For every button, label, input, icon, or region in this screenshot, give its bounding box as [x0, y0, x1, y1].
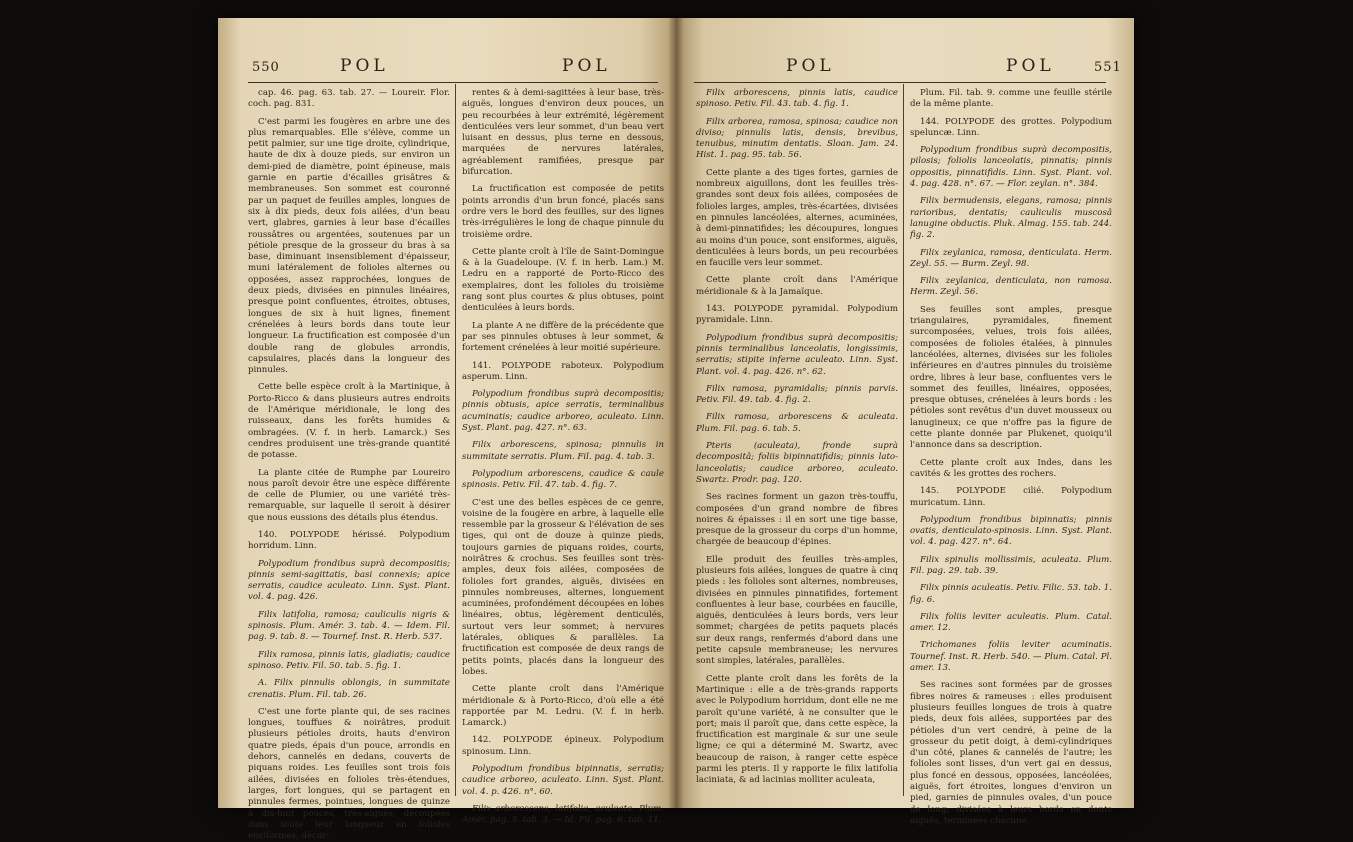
book-gutter	[668, 18, 684, 808]
synonym: Polypodium frondibus bipinnatis; pinnis ovatis, denticulato-spinosis. Linn. Syst. Plant. vol. 4. pag. 427. n°. 64.	[910, 514, 1112, 548]
paragraph: La fructification est composée de petits points arrondis d'un brun foncé, placés sans ordre vers le bord des feuilles, sur des lignes très-irrégulières le long de chaque pinnule du troisième ordre.	[462, 184, 664, 240]
entry-heading: 144. POLYPODE des grottes. Polypodium speluncæ. Linn.	[910, 116, 1112, 138]
paragraph: Cette plante croît dans l'Amérique méridionale & à Porto-Ricco, d'où elle a été rapportée par M. Ledru. (V. f. in herb. Lamarck.)	[462, 684, 664, 729]
open-book	[218, 18, 1134, 842]
synonym: Polypodium frondibus suprà decompositis; pinnis obtusis, apice serratis, terminalibus acuminatis; caudice arboreo, aculeato. Linn. Syst. Plant. pag. 427. n°. 63.	[462, 389, 664, 434]
paragraph: Ses racines forment un gazon très-touffu, composées d'un grand nombre de fibres noires & épaisses : il en sort une tige basse, presque de la grosseur du corps d'un homme, chargée de beaucoup d'épines.	[696, 492, 898, 548]
synonym: Filix ramosa, pinnis latis, gladiatis; caudice spinoso. Petiv. Fil. 50. tab. 5. fig. 1.	[248, 649, 450, 671]
entry-heading: 145. POLYPODE cilié. Polypodium muricatum. Linn.	[910, 486, 1112, 508]
column-divider-left	[455, 84, 456, 796]
paragraph: cap. 46. pag. 63. tab. 27. — Loureir. Flor. coch. pag. 831.	[248, 88, 450, 110]
synonym: Filix arborescens, pinnis latis, caudice spinoso. Petiv. Fil. 43. tab. 4. fig. 1.	[696, 88, 898, 110]
left-page-column-2	[462, 88, 664, 826]
synonym: A. Filix pinnulis oblongis, in summitate crenatis. Plum. Fil. tab. 26.	[248, 678, 450, 700]
paragraph: Cette plante croît aux Indes, dans les cavités & les grottes des rochers.	[910, 457, 1112, 479]
synonym: Filix pinnis aculeatis. Petiv. Filic. 53. tab. 1. fig. 6.	[910, 583, 1112, 605]
column-divider-right	[903, 84, 904, 796]
synonym: Filix foliis leviter aculeatis. Plum. Catal. amer. 12.	[910, 611, 1112, 634]
left-page	[218, 18, 676, 842]
synonym: Filix spinulis mollissimis, aculeata. Plum. Fil. pag. 29. tab. 39.	[910, 554, 1112, 576]
synonym: Polypodium frondibus bipinnatis, serratis; caudice arboreo, aculeato. Linn. Syst. Plant. vol. 4. p. 426. n°. 60.	[462, 764, 664, 797]
synonym: Filix arborescens, latifolia, aculeata. Plum. Amér. pag. 3. tab. 3. — Id. Fil. pag. 6. tab. 11.	[462, 803, 664, 826]
entry-heading: 142. POLYPODE épineux. Polypodium spinosum. Linn.	[462, 735, 664, 757]
paragraph: Cette plante croît dans les forêts de la Martinique : elle a de très-grands rapports avec le Polypodium horridum, dont elle ne me paroît qu'une variété, à ne consulter que le port; mais il paroît que, dans cette espèce, la fructification est marginale & sur une seule ligne; ce qui a déterminé M. Swartz, avec beaucoup de raison, à ranger cette espèce parmi les pteris. Il y rapporte le filix latifolia laciniata, & ad lacinias molliter aculeata,	[696, 673, 898, 786]
header-rule-left	[248, 82, 658, 83]
paragraph: Ses racines sont formées par de grosses fibres noires & rameuses : elles produisent plusieurs feuilles longues de trois à quatre pieds, deux fois ailées, supportées par des pétioles d'un vert cendré, à peine de la grosseur du petit doigt, à demi-cylindriques d'un côté, planes & cannelés de l'autre; les folioles sont lisses, d'un vert gai en dessus, plus foncé en dessous, opposées, lancéolées, aiguës, fort étroites, longues d'environ un pied, garnies de pinnules ovales, d'un pouce de long; divisées à leurs bords en dents aiguës, terminées chacune	[910, 680, 1112, 826]
synonym: Filix zeylanica, ramosa, denticulata. Herm. Zeyl. 55. — Burm. Zeyl. 98.	[910, 247, 1112, 269]
paragraph: Cette plante a des tiges fortes, garnies de nombreux aiguillons, dont les feuilles très-grandes sont deux fois ailées, composées de folioles larges, amples, très-écartées, divisées en pinnules lancéolées, alternes, acuminées, à demi-pinnatifides; les découpures, longues au moins d'un pouce, sont ensiformes, aiguës, denticulées à leurs bords, un peu recourbées en faucille vers leur sommet.	[696, 167, 898, 269]
paragraph: C'est une forte plante qui, de ses racines longues, touffues & noirâtres, produit plusieurs pétioles droits, hauts d'environ quatre pieds, épais d'un pouce, arrondis en dehors, cannelés en dedans, couverts de piquans roides. Les feuilles sont trois fois ailées, divisées en folioles très-étendues, larges, fort longues, qui se partagent en pinnules fermes, pointues, longues de quinze à dix-huit pouces, très-aiguës, découpées dans toute leur longueur en folioles ensiformes, décur-	[248, 706, 450, 842]
right-page-column-1	[696, 88, 898, 793]
page-number-right: 551	[1094, 60, 1122, 75]
paragraph: Cette plante croît dans l'Amérique méridionale & à la Jamaïque.	[696, 275, 898, 297]
paragraph: La plante A ne diffère de la précédente que par ses pinnules obtuses à leur sommet, & fortement crénelées à leur moitié supérieure.	[462, 320, 664, 354]
synonym: Filix zeylanica, denticulata, non ramosa. Herm. Zeyl. 56.	[910, 276, 1112, 298]
entry-heading: 143. POLYPODE pyramidal. Polypodium pyramidale. Linn.	[696, 304, 898, 326]
running-head-left-col2: POL	[562, 56, 611, 76]
running-head-right-col2: POL	[1006, 56, 1055, 76]
left-page-column-1	[248, 88, 450, 842]
synonym: Filix arborea, ramosa, spinosa; caudice non diviso; pinnulis latis, densis, brevibus, tenuibus, minutim dentatis. Sloan. Jam. 24. Hist. 1. pag. 95. tab. 56.	[696, 116, 898, 161]
right-page-column-2	[910, 88, 1112, 826]
paragraph: La plante citée de Rumphe par Loureiro nous paroît devoir être une espèce différente de celle de Plumier, ou une variété très-remarquable, sur laquelle il seroit à désirer que nous eussions des détails plus étendus.	[248, 467, 450, 523]
synonym: Filix ramosa, arborescens & aculeata. Plum. Fil. pag. 6. tab. 5.	[696, 412, 898, 434]
paragraph: C'est parmi les fougères en arbre une des plus remarquables. Elle s'élève, comme un petit palmier, sur une tige droite, cylindrique, haute de dix à douze pieds, sur environ un demi-pied de diamètre, point épineuse, mais garnie en partie d'écailles grisâtres & membraneuses. Son sommet est couronné par un paquet de feuilles amples, longues de six à dix pieds, deux fois ailées, d'un beau vert, glabres, garnies à leur base d'écailles roussâtres ou argentées, soutenues par un pétiole presque de la grosseur du bras à sa base, diminuant insensiblement d'épaisseur, muni latéralement de folioles alternes ou opposées, assez rapprochées, longues de deux pieds, divisées en pinnules linéaires, presque point confluentes, étroites, obtuses, longues de six à huit lignes, finement crénelées à leurs bords dans toute leur longueur. La fructification est composée d'un double rang de globules arrondis, capsulaires, placés dans la longueur des pinnules.	[248, 116, 450, 376]
synonym: Polypodium frondibus suprà decompositis; pinnis terminalibus lanceolatis, longissimis, serratis; stipite inferne aculeato. Linn. Syst. Plant. vol. 4. pag. 426. n°. 62.	[696, 332, 898, 377]
right-page	[676, 18, 1134, 826]
synonym: Polypodium arborescens, caudice & caule spinosis. Petiv. Fil. 47. tab. 4. fig. 7.	[462, 468, 664, 491]
paragraph: Plum. Fil. tab. 9. comme une feuille stérile de la même plante.	[910, 88, 1112, 110]
paragraph: Cette belle espèce croît à la Martinique, à Porto-Ricco & dans plusieurs autres endroits de l'Amérique méridionale, le long des ruisseaux, dans les forêts humides & ombragées. (V. f. in herb. Lamarck.) Ses cendres produisent une très-grande quantité de potasse.	[248, 382, 450, 461]
synonym: Pteris (aculeata), fronde suprà decompositâ; foliis bipinnatifidis; pinnis lato-lanceolatis; caudice arboreo, aculeato. Swartz. Prodr. pag. 120.	[696, 441, 898, 485]
synonym: Polypodium frondibus suprà decompositis, pilosis; foliolis lanceolatis, pinnatis; pinnis oppositis, pinnatifidis. Linn. Syst. Plant. vol. 4. pag. 428. n°. 67. — Flor. zeylan. n°. 384.	[910, 145, 1112, 190]
synonym: Trichomanes foliis leviter acuminatis. Tournef. Inst. R. Herb. 540. — Plum. Catal. Pl. amer. 13.	[910, 640, 1112, 674]
synonym: Polypodium frondibus suprà decompositis; pinnis semi-sagittatis, basi connexis; apice serratis, caudice aculeato. Linn. Syst. Plant. vol. 4. pag. 426.	[248, 558, 450, 603]
paragraph: Elle produit des feuilles très-amples, plusieurs fois ailées, longues de quatre à cinq pieds : les folioles sont alternes, nombreuses, divisées en pinnules pinnatifides, fortement confluentes à leur base, courbées en faucille, aiguës, denticulées à leurs bords, vers leur sommet; chargées de petits paquets placés sur deux rangs, renfermés d'abord dans une petite capsule membraneuse; les nervures sont simples, latérales, parallèles.	[696, 554, 898, 667]
header-rule-right	[694, 82, 1106, 83]
running-head-left-col1: POL	[340, 56, 389, 76]
synonym: Filix arborescens, spinosa; pinnulis in summitate serratis. Plum. Fil. pag. 4. tab. 3.	[462, 440, 664, 462]
paragraph: rentes & à demi-sagittées à leur base, très-aiguës, longues d'environ deux pouces, un peu recourbées à leur extrémité, légèrement denticulées vers leur sommet, d'un beau vert luisant en dessus, plus terne en dessous, marquées de nervures latérales, agréablement ramifiées, presque par bifurcation.	[462, 88, 664, 178]
running-head-right-col1: POL	[786, 56, 835, 76]
synonym: Filix ramosa, pyramidalis; pinnis parvis. Petiv. Fil. 49. tab. 4. fig. 2.	[696, 383, 898, 406]
entry-heading: 141. POLYPODE raboteux. Polypodium asperum. Linn.	[462, 360, 664, 382]
entry-heading: 140. POLYPODE hérissé. Polypodium horridum. Linn.	[248, 529, 450, 552]
page-number-left: 550	[252, 60, 280, 75]
paragraph: Ses feuilles sont amples, presque triangulaires, pyramidales, finement surcomposées, velues, trois fois ailées, composées de folioles étalées, à pinnules lancéolées, alternes, divisées sur les folioles inférieures en d'autres pinnules du troisième ordre, libres à leur base, confluentes vers le sommet des feuilles, linéaires, opposées, presque obtuses, crénelées à leurs bords : les pétioles sont revêtus d'un duvet mousseux ou lanugineux; ce que n'offre pas la figure de cette plante donnée par Plukenet, quoiqu'il l'annonce dans sa description.	[910, 304, 1112, 451]
paragraph: Cette plante croît à l'île de Saint-Domingue & à la Guadeloupe. (V. f. in herb. Lam.) M. Ledru en a rapporté de Porto-Ricco des exemplaires, dont les folioles du troisième rang sont plus courtes & plus obtuses, point denticulées à leurs bords.	[462, 246, 664, 314]
synonym: Filix bermudensis, elegans, ramosa; pinnis rarioribus, dentatis; cauliculis muscosâ lanugine obductis. Pluk. Almag. 155. tab. 244. fig. 2.	[910, 196, 1112, 241]
synonym: Filix latifolia, ramosa; cauliculis nigris & spinosis. Plum. Amér. 3. tab. 4. — Idem. Fil. pag. 9. tab. 8. — Tournef. Inst. R. Herb. 537.	[248, 609, 450, 643]
paragraph: C'est une des belles espèces de ce genre, voisine de la fougère en arbre, à laquelle elle ressemble par la grosseur & l'élévation de ses tiges, qui ont de douze à quinze pieds, toujours garnies de piquans roides, courts, noirâtres & crochus. Ses feuilles sont très-amples, deux fois ailées, composées de folioles fort grandes, aiguës, divisées en pinnules nombreuses, alternes, longuement acuminées, profondément découpées en lobes linéaires, obtus, légèrement denticulés, surtout vers leur sommet; à nervures latérales, obliques & parallèles. La fructification est composée de deux rangs de petits points, placés dans la longueur des lobes.	[462, 497, 664, 677]
